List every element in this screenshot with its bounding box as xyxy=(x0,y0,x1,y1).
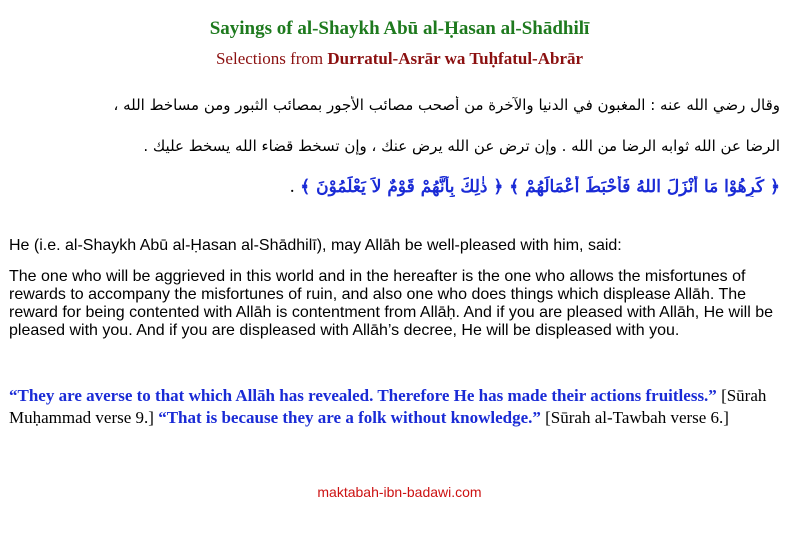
page-subtitle xyxy=(0,49,799,69)
footer-site-link[interactable]: maktabah-ibn-badawi.com xyxy=(317,484,482,500)
arabic-end-mark: . xyxy=(289,177,301,197)
page-title: Sayings of al-Shaykh Abū al-Ḥasan al-Shādhilī xyxy=(209,18,590,39)
arabic-verse-line xyxy=(10,176,780,197)
reference-1: [Sūrah Muḥammad verse 9.] xyxy=(9,386,767,427)
quote-1: “They are averse to that which Allāh has revealed. Therefore He has made their actions fruitless.” xyxy=(9,386,717,405)
english-intro: He (i.e. al-Shaykh Abū al-Ḥasan al-Shādhilī), may Allāh be well-pleased with him, said: xyxy=(9,237,622,254)
arabic-line-2: الرضا عن الله ثوابه الرضا من الله . وإن ترض عن الله يرض عنك ، وإن تسخط قضاء الله يسخط عليك . xyxy=(143,137,780,155)
subtitle-prefix: Selections from xyxy=(215,49,328,68)
book-title: Durratul-Asrār wa Tuḥfatul-Abrār xyxy=(327,49,584,68)
arabic-line-1: وقال رضي الله عنه : المغبون في الدنيا والآخرة من أصحب مصائب الأجور بمصائب الثبور ومن مساخط الله ، xyxy=(113,96,780,114)
english-quotes xyxy=(9,385,781,429)
arabic-verse-b: ﴿ ذٰلِكَ بِأَنَّهُمْ قَوْمٌ لاَ يَعْلَمُوْنَ ﴾ xyxy=(300,177,504,197)
english-saying: The one who will be aggrieved in this world and in the hereafter is the one who allows the misfortunes of rewards to accompany the misfortunes of ruin, and also one who does things which displease Allāh. The reward for being contented with Allāh is contentment from Allāḥ. And if you are pleased with Allāh, He will be pleased with you. And if you are displeased with Allāh’s decree, He will be displeased with you. xyxy=(9,268,773,339)
reference-2: [Sūrah al-Tawbah verse 6.] xyxy=(540,408,729,427)
quote-2: “That is because they are a folk without knowledge.” xyxy=(158,408,541,427)
arabic-verse-a: ﴿ كَرِهُوْا مَا أَنْزَلَ اللهُ فَأَحْبَطَ أَعْمَالَهُمْ ﴾ xyxy=(509,177,780,197)
